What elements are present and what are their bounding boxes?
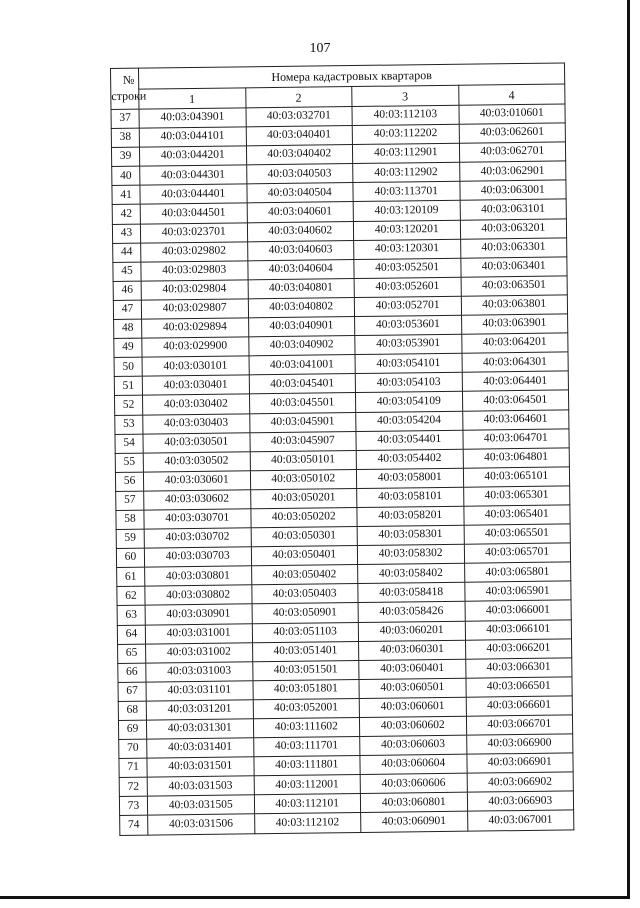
cadastral-number-cell: 40:03:052501 xyxy=(354,258,461,278)
cadastral-number-cell: 40:03:031003 xyxy=(146,662,253,682)
cadastral-number-cell: 40:03:032701 xyxy=(245,107,352,127)
row-number-cell: 54 xyxy=(115,434,143,453)
cadastral-number-cell: 40:03:050401 xyxy=(251,546,358,566)
cadastral-number-cell: 40:03:030702 xyxy=(144,528,251,548)
cadastral-number-cell: 40:03:060501 xyxy=(359,678,466,698)
cadastral-number-cell: 40:03:040902 xyxy=(248,336,355,356)
cadastral-number-cell: 40:03:045907 xyxy=(249,431,356,451)
cadastral-number-cell: 40:03:040901 xyxy=(248,317,355,337)
column-header-1: 1 xyxy=(139,88,246,109)
cadastral-number-cell: 40:03:111801 xyxy=(253,756,360,776)
cadastral-number-cell: 40:03:031505 xyxy=(147,795,254,815)
row-number-cell: 58 xyxy=(116,510,144,529)
cadastral-number-cell: 40:03:054101 xyxy=(355,353,462,373)
row-number-cell: 44 xyxy=(113,243,141,262)
cadastral-number-cell: 40:03:051801 xyxy=(252,679,359,699)
cadastral-number-cell: 40:03:030602 xyxy=(144,490,251,510)
cadastral-number-cell: 40:03:030402 xyxy=(143,394,250,414)
row-number-cell: 42 xyxy=(112,205,140,224)
cadastral-quarters-table xyxy=(110,62,574,835)
cadastral-number-cell: 40:03:054103 xyxy=(355,373,462,393)
cadastral-number-cell: 40:03:060604 xyxy=(360,754,467,774)
cadastral-number-cell: 40:03:043901 xyxy=(139,108,246,128)
cadastral-number-cell: 40:03:052001 xyxy=(253,698,360,718)
cadastral-number-cell: 40:03:031101 xyxy=(146,681,253,701)
cadastral-number-cell: 40:03:112102 xyxy=(254,813,361,833)
column-header-3: 3 xyxy=(352,85,459,106)
cadastral-number-cell: 40:03:066501 xyxy=(465,677,572,697)
cadastral-number-cell: 40:03:060801 xyxy=(360,793,467,813)
cadastral-number-cell: 40:03:052701 xyxy=(354,296,461,316)
cadastral-number-cell: 40:03:066900 xyxy=(466,734,573,754)
column-header-2: 2 xyxy=(245,87,352,108)
row-number-cell: 50 xyxy=(114,357,142,376)
row-number-cell: 46 xyxy=(113,281,141,300)
cadastral-number-cell: 40:03:058402 xyxy=(358,563,465,583)
cadastral-number-cell: 40:03:029900 xyxy=(142,337,249,357)
cadastral-number-cell: 40:03:113701 xyxy=(353,182,460,202)
cadastral-number-cell: 40:03:112001 xyxy=(254,775,361,795)
cadastral-number-cell: 40:03:066902 xyxy=(467,772,574,792)
cadastral-number-cell: 40:03:066101 xyxy=(465,619,572,639)
cadastral-number-cell: 40:03:040602 xyxy=(247,221,354,241)
cadastral-number-cell: 40:03:030802 xyxy=(145,585,252,605)
cadastral-number-cell: 40:03:050201 xyxy=(250,488,357,508)
cadastral-number-cell: 40:03:060603 xyxy=(360,735,467,755)
cadastral-number-cell: 40:03:065801 xyxy=(464,562,571,582)
row-number-cell: 60 xyxy=(116,548,144,567)
cadastral-number-cell: 40:03:066001 xyxy=(465,600,572,620)
row-number-cell: 55 xyxy=(115,453,143,472)
cadastral-number-cell: 40:03:052601 xyxy=(354,277,461,297)
cadastral-number-cell: 40:03:063201 xyxy=(460,218,567,238)
cadastral-number-cell: 40:03:031501 xyxy=(147,757,254,777)
row-number-cell: 38 xyxy=(111,128,139,147)
cadastral-number-cell: 40:03:050202 xyxy=(250,507,357,527)
row-number-cell: 39 xyxy=(111,147,139,166)
column-header-4: 4 xyxy=(458,84,565,105)
cadastral-number-cell: 40:03:030703 xyxy=(144,547,251,567)
cadastral-number-cell: 40:03:054402 xyxy=(356,449,463,469)
row-number-cell: 45 xyxy=(113,262,141,281)
cadastral-number-cell: 40:03:058302 xyxy=(357,544,464,564)
cadastral-number-cell: 40:03:066901 xyxy=(466,753,573,773)
cadastral-number-cell: 40:03:112902 xyxy=(353,163,460,183)
cadastral-number-cell: 40:03:064601 xyxy=(462,409,569,429)
cadastral-number-cell: 40:03:060301 xyxy=(359,640,466,660)
cadastral-number-cell: 40:03:060201 xyxy=(358,621,465,641)
cadastral-number-cell: 40:03:031503 xyxy=(147,776,254,796)
cadastral-number-cell: 40:03:066201 xyxy=(465,639,572,659)
row-number-cell: 43 xyxy=(112,224,140,243)
cadastral-number-cell: 40:03:120301 xyxy=(354,239,461,259)
cadastral-number-cell: 40:03:064401 xyxy=(462,371,569,391)
cadastral-number-cell: 40:03:060602 xyxy=(359,716,466,736)
cadastral-number-cell: 40:03:065101 xyxy=(463,467,570,487)
row-number-cell: 74 xyxy=(120,816,148,835)
cadastral-number-cell: 40:03:050102 xyxy=(250,469,357,489)
cadastral-number-cell: 40:03:112202 xyxy=(352,124,459,144)
row-number-cell: 61 xyxy=(117,567,145,586)
cadastral-number-cell: 40:03:112103 xyxy=(352,105,459,125)
cadastral-number-cell: 40:03:040604 xyxy=(247,259,354,279)
row-number-header-line1: № xyxy=(122,73,135,88)
table-header xyxy=(111,63,565,110)
cadastral-number-cell: 40:03:030601 xyxy=(143,471,250,491)
row-number-cell: 51 xyxy=(114,376,142,395)
cadastral-number-cell: 40:03:063801 xyxy=(461,295,568,315)
row-number-cell: 41 xyxy=(112,186,140,205)
cadastral-number-cell: 40:03:065401 xyxy=(463,505,570,525)
cadastral-number-cell: 40:03:040503 xyxy=(246,164,353,184)
cadastral-number-cell: 40:03:030901 xyxy=(145,604,252,624)
cadastral-number-cell: 40:03:053901 xyxy=(355,334,462,354)
cadastral-number-cell: 40:03:064301 xyxy=(462,352,569,372)
cadastral-number-cell: 40:03:062701 xyxy=(459,142,566,162)
cadastral-number-cell: 40:03:044101 xyxy=(139,127,246,147)
cadastral-number-cell: 40:03:051103 xyxy=(252,622,359,642)
cadastral-number-cell: 40:03:030501 xyxy=(143,432,250,452)
cadastral-number-cell: 40:03:030401 xyxy=(142,375,249,395)
cadastral-number-cell: 40:03:063301 xyxy=(460,238,567,258)
cadastral-number-cell: 40:03:030403 xyxy=(143,413,250,433)
cadastral-number-cell: 40:03:050403 xyxy=(251,584,358,604)
cadastral-number-cell: 40:03:040801 xyxy=(248,278,355,298)
cadastral-number-cell: 40:03:040402 xyxy=(246,145,353,165)
cadastral-number-cell: 40:03:063001 xyxy=(459,180,566,200)
cadastral-number-cell: 40:03:044501 xyxy=(140,203,247,223)
cadastral-number-cell: 40:03:060401 xyxy=(359,659,466,679)
row-number-cell: 47 xyxy=(113,300,141,319)
row-number-header-line2: строки xyxy=(111,88,147,103)
cadastral-number-cell: 40:03:058426 xyxy=(358,602,465,622)
row-number-cell: 65 xyxy=(118,644,146,663)
row-number-cell: 40 xyxy=(112,166,140,185)
cadastral-number-cell: 40:03:029802 xyxy=(141,241,248,261)
row-number-header xyxy=(111,68,147,109)
cadastral-number-cell: 40:03:066701 xyxy=(466,715,573,735)
cadastral-number-cell: 40:03:040401 xyxy=(246,126,353,146)
cadastral-number-cell: 40:03:065301 xyxy=(463,486,570,506)
cadastral-number-cell: 40:03:065701 xyxy=(464,543,571,563)
cadastral-number-cell: 40:03:066301 xyxy=(465,658,572,678)
cadastral-number-cell: 40:03:053601 xyxy=(355,315,462,335)
cadastral-number-cell: 40:03:062901 xyxy=(459,161,566,181)
cadastral-number-cell: 40:03:030801 xyxy=(145,566,252,586)
cadastral-number-cell: 40:03:030502 xyxy=(143,452,250,472)
row-number-cell: 59 xyxy=(116,529,144,548)
cadastral-number-cell: 40:03:058001 xyxy=(356,468,463,488)
cadastral-number-cell: 40:03:054401 xyxy=(356,430,463,450)
cadastral-number-cell: 40:03:031201 xyxy=(146,700,253,720)
row-number-cell: 56 xyxy=(115,472,143,491)
cadastral-number-cell: 40:03:060601 xyxy=(359,697,466,717)
cadastral-number-cell: 40:03:058301 xyxy=(357,525,464,545)
cadastral-number-cell: 40:03:064701 xyxy=(462,429,569,449)
row-number-cell: 70 xyxy=(119,739,147,758)
cadastral-number-cell: 40:03:063901 xyxy=(461,314,568,334)
cadastral-number-cell: 40:03:031401 xyxy=(147,738,254,758)
row-number-cell: 57 xyxy=(116,491,144,510)
cadastral-number-cell: 40:03:066601 xyxy=(466,696,573,716)
cadastral-number-cell: 40:03:111701 xyxy=(253,737,360,757)
row-number-cell: 52 xyxy=(115,396,143,415)
cadastral-number-cell: 40:03:031301 xyxy=(146,719,253,739)
cadastral-number-cell: 40:03:044301 xyxy=(140,165,247,185)
row-number-cell: 67 xyxy=(118,682,146,701)
cadastral-number-cell: 40:03:064801 xyxy=(463,448,570,468)
cadastral-number-cell: 40:03:112101 xyxy=(254,794,361,814)
row-number-cell: 66 xyxy=(118,663,146,682)
cadastral-number-cell: 40:03:062601 xyxy=(459,123,566,143)
cadastral-number-cell: 40:03:029804 xyxy=(141,280,248,300)
cadastral-number-cell: 40:03:044401 xyxy=(140,184,247,204)
row-number-cell: 71 xyxy=(119,758,147,777)
cadastral-number-cell: 40:03:060901 xyxy=(361,812,468,832)
group-title-header: Номера кадастровых квартаров xyxy=(139,63,565,89)
cadastral-number-cell: 40:03:060606 xyxy=(360,773,467,793)
cadastral-number-cell: 40:03:051401 xyxy=(252,641,359,661)
cadastral-number-cell: 40:03:120201 xyxy=(353,220,460,240)
cadastral-number-cell: 40:03:051501 xyxy=(252,660,359,680)
row-number-cell: 68 xyxy=(118,701,146,720)
cadastral-number-cell: 40:03:029807 xyxy=(141,299,248,319)
cadastral-number-cell: 40:03:040601 xyxy=(247,202,354,222)
row-number-cell: 69 xyxy=(118,720,146,739)
cadastral-number-cell: 40:03:029803 xyxy=(141,261,248,281)
cadastral-number-cell: 40:03:045401 xyxy=(249,374,356,394)
cadastral-number-cell: 40:03:029894 xyxy=(142,318,249,338)
cadastral-number-cell: 40:03:064201 xyxy=(461,333,568,353)
row-number-cell: 64 xyxy=(117,625,145,644)
page-number: 107 xyxy=(309,41,331,56)
cadastral-number-cell: 40:03:065901 xyxy=(464,581,571,601)
cadastral-number-cell: 40:03:044201 xyxy=(139,146,246,166)
cadastral-number-cell: 40:03:031506 xyxy=(148,814,255,834)
row-number-cell: 72 xyxy=(119,777,147,796)
cadastral-number-cell: 40:03:040802 xyxy=(248,297,355,317)
cadastral-number-cell: 40:03:054109 xyxy=(355,392,462,412)
cadastral-number-cell: 40:03:031001 xyxy=(145,623,252,643)
cadastral-number-cell: 40:03:064501 xyxy=(462,390,569,410)
cadastral-number-cell: 40:03:045901 xyxy=(249,412,356,432)
row-number-cell: 73 xyxy=(119,796,147,815)
cadastral-number-cell: 40:03:067001 xyxy=(467,810,574,830)
row-number-cell: 62 xyxy=(117,586,145,605)
cadastral-number-cell: 40:03:058201 xyxy=(357,506,464,526)
cadastral-number-cell: 40:03:040603 xyxy=(247,240,354,260)
cadastral-number-cell: 40:03:031002 xyxy=(146,642,253,662)
cadastral-number-cell: 40:03:054204 xyxy=(356,411,463,431)
cadastral-number-cell: 40:03:050901 xyxy=(252,603,359,623)
cadastral-number-cell: 40:03:023701 xyxy=(140,222,247,242)
cadastral-number-cell: 40:03:063401 xyxy=(460,257,567,277)
row-number-cell: 63 xyxy=(117,606,145,625)
row-number-cell: 48 xyxy=(114,319,142,338)
row-number-cell: 53 xyxy=(115,415,143,434)
cadastral-number-cell: 40:03:041001 xyxy=(249,355,356,375)
cadastral-number-cell: 40:03:050402 xyxy=(251,565,358,585)
cadastral-number-cell: 40:03:040504 xyxy=(246,183,353,203)
cadastral-number-cell: 40:03:030101 xyxy=(142,356,249,376)
cadastral-number-cell: 40:03:120109 xyxy=(353,201,460,221)
cadastral-number-cell: 40:03:058101 xyxy=(357,487,464,507)
cadastral-number-cell: 40:03:050301 xyxy=(251,527,358,547)
table-body xyxy=(111,104,574,835)
row-number-cell: 37 xyxy=(111,109,139,128)
cadastral-number-cell: 40:03:066903 xyxy=(467,791,574,811)
cadastral-number-cell: 40:03:065501 xyxy=(464,524,571,544)
cadastral-number-cell: 40:03:050101 xyxy=(250,450,357,470)
cadastral-number-cell: 40:03:063501 xyxy=(461,276,568,296)
row-number-cell: 49 xyxy=(114,338,142,357)
cadastral-number-cell: 40:03:045501 xyxy=(249,393,356,413)
cadastral-number-cell: 40:03:111602 xyxy=(253,718,360,738)
cadastral-number-cell: 40:03:010601 xyxy=(458,104,565,124)
cadastral-number-cell: 40:03:063101 xyxy=(460,199,567,219)
cadastral-number-cell: 40:03:058418 xyxy=(358,583,465,603)
cadastral-number-cell: 40:03:030701 xyxy=(144,509,251,529)
cadastral-number-cell: 40:03:112901 xyxy=(352,143,459,163)
